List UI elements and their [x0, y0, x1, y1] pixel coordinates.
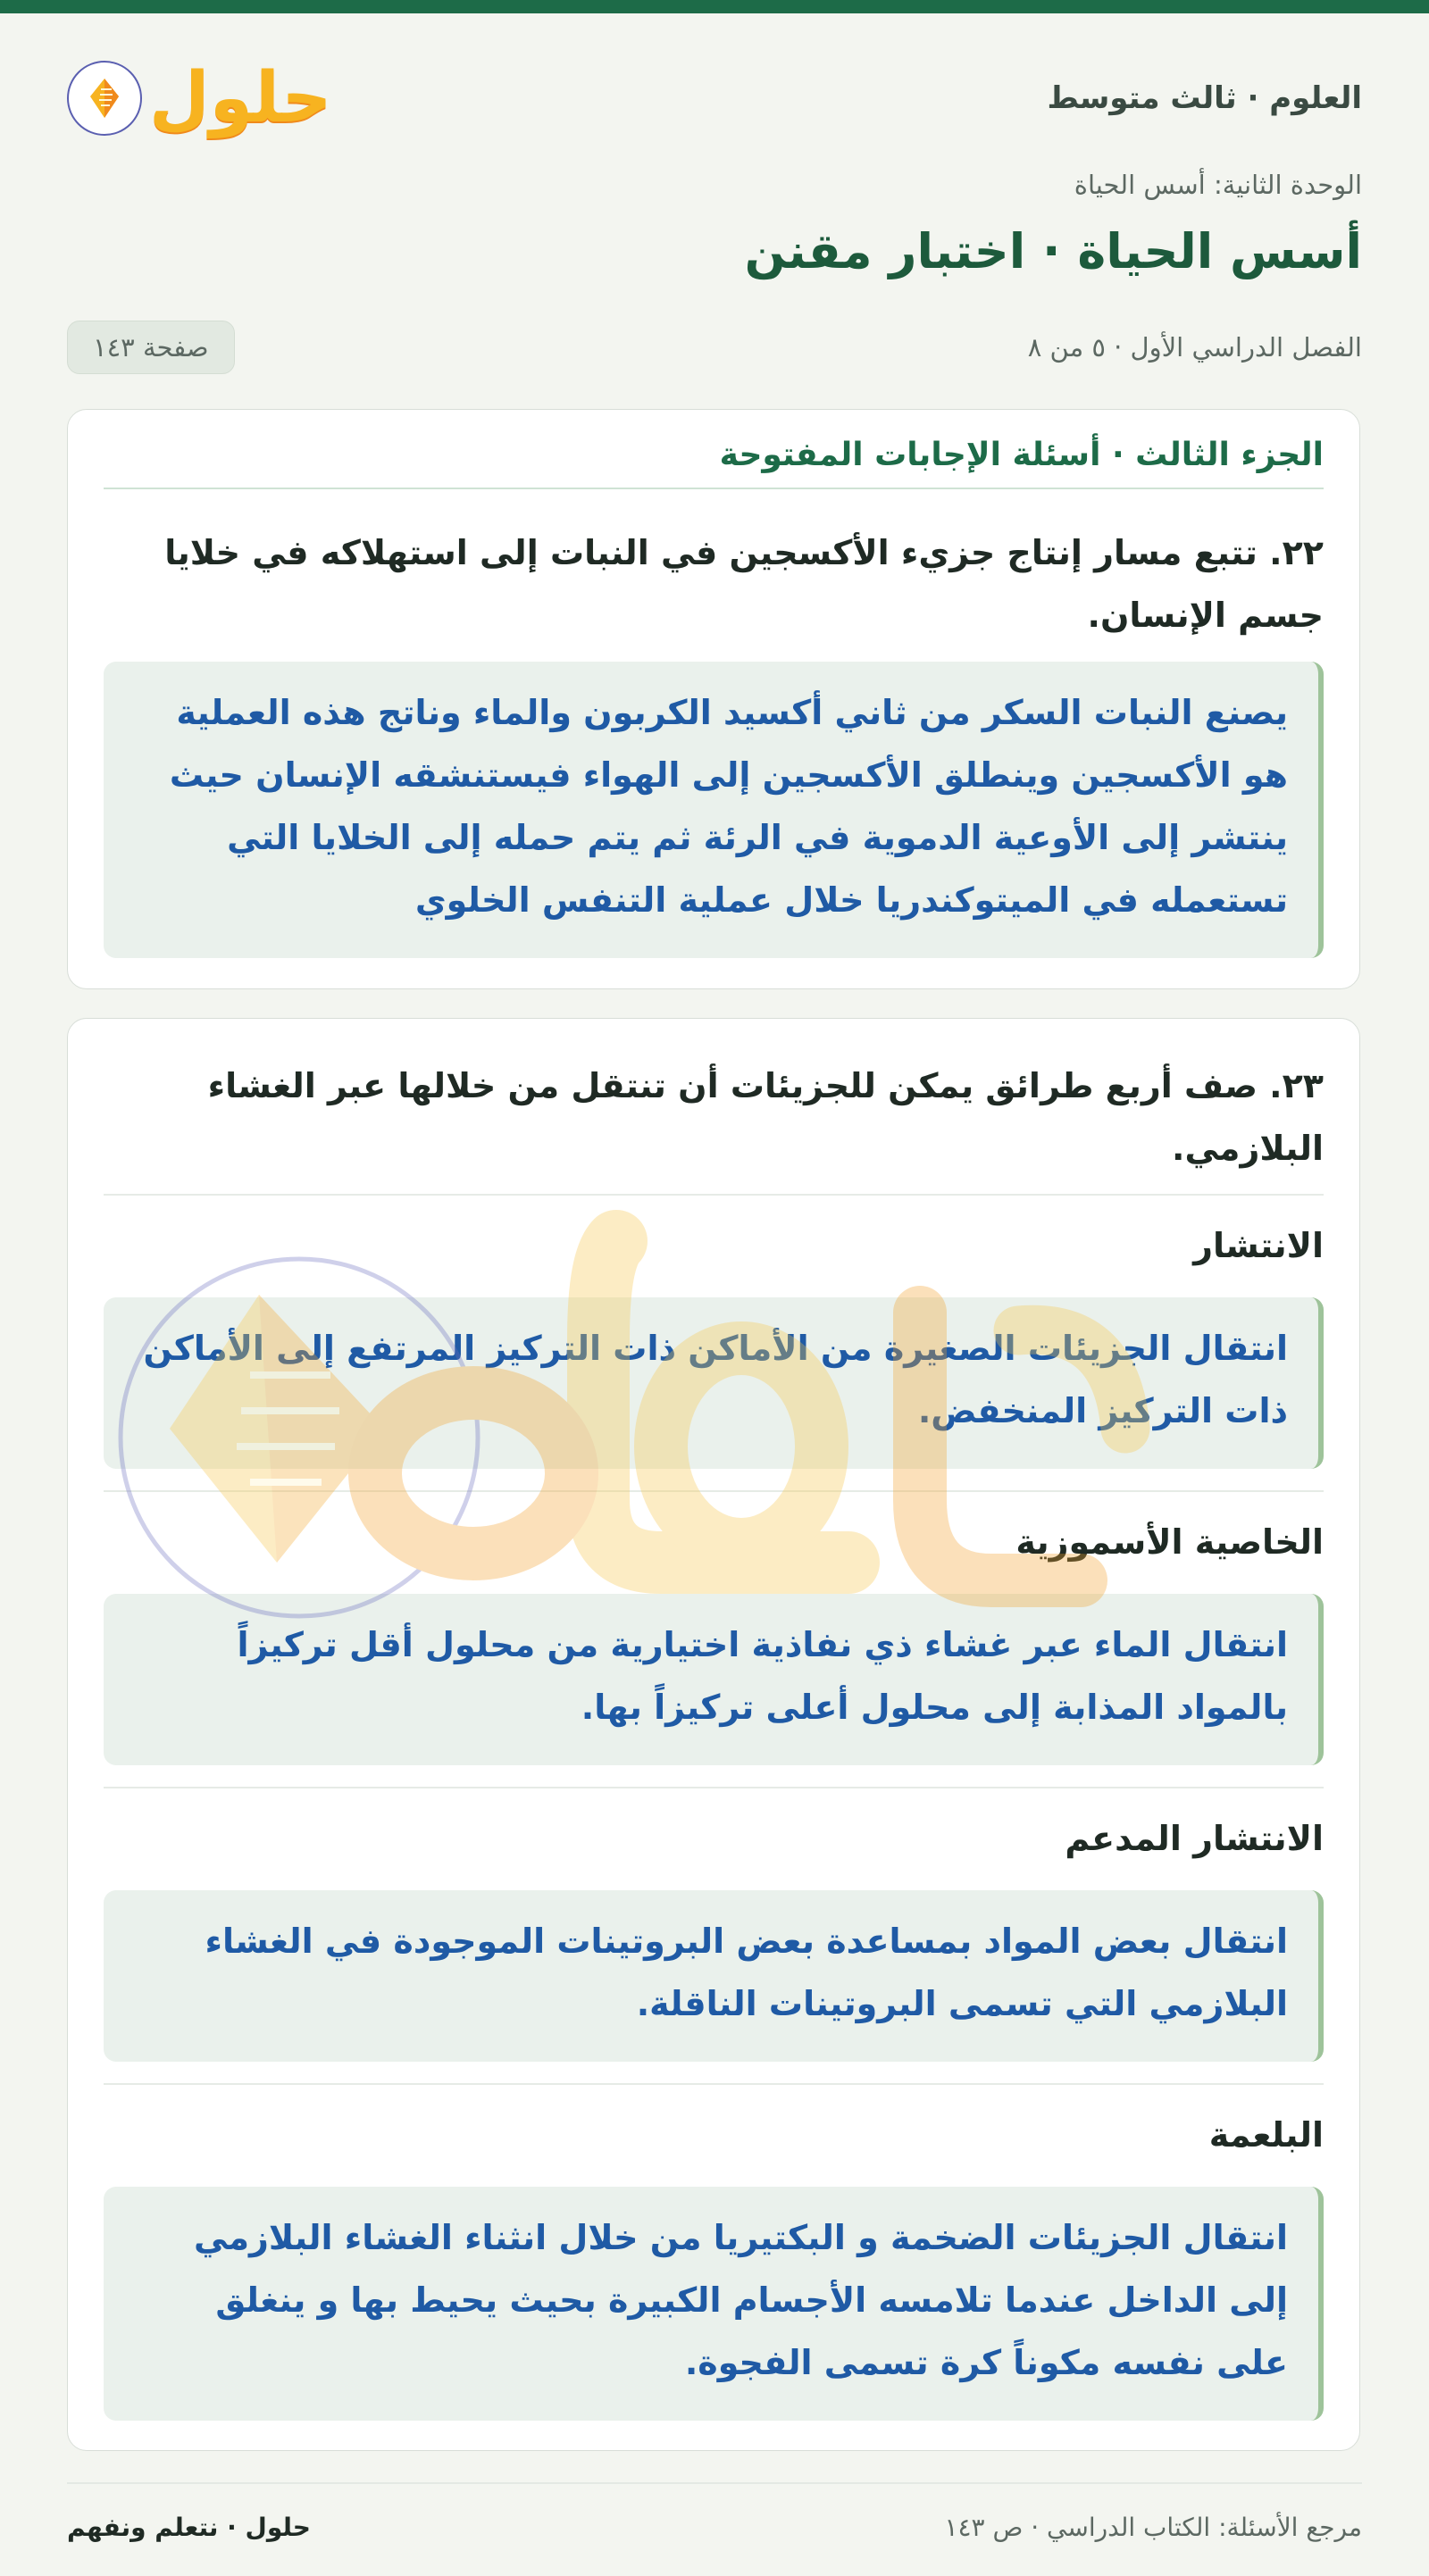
site-logo[interactable] [67, 58, 332, 138]
term-phagocytosis: البلعمة [1208, 2115, 1324, 2155]
footer-brand[interactable]: حلول · نتعلم ونفهم [67, 2512, 311, 2542]
term-osmosis: الخاصية الأسموزية [1015, 1522, 1324, 1562]
term-diffusion: الانتشار [1193, 1226, 1324, 1265]
footer-reference: مرجع الأسئلة: الكتاب الدراسي · ص ١٤٣ [944, 2512, 1362, 2542]
page-footer [67, 2505, 1362, 2549]
page-badge: صفحة ١٤٣ [67, 321, 235, 374]
definition-osmosis: انتقال الماء عبر غشاء ذي نفاذية اختيارية من محلول أقل تركيزاً بالمواد المذابة إلى محلول أعلى تركيزاً بها. [104, 1594, 1324, 1765]
term-facilitated-diffusion: الانتشار المدعم [1065, 1819, 1324, 1858]
meta-row [67, 317, 1362, 378]
top-accent-bar [0, 0, 1429, 13]
answer-22: يصنع النبات السكر من ثاني أكسيد الكربون والماء وناتج هذه العملية هو الأكسجين وينطلق الأكسجين إلى الهواء فيستنشقه الإنسان حيث ينتشر إلى الأوعية الدموية في الرئة ثم يتم حمله إلى الخلايا التي تستعمله في الميتوكندريا خلال عملية التنفس الخلوي [104, 662, 1324, 958]
divider [104, 1490, 1324, 1492]
logo-wordmark: حلول [149, 58, 332, 138]
membrane-transport-card [67, 1018, 1360, 2451]
definition-diffusion: انتقال الجزيئات الصغيرة من الأماكن ذات التركيز المرتفع إلى الأماكن ذات التركيز المنخفض. [104, 1297, 1324, 1469]
page-header [67, 45, 1362, 152]
question-22: ٢٢. تتبع مسار إنتاج جزيء الأكسجين في النبات إلى استهلاكه في خلايا جسم الإنسان. [164, 533, 1324, 635]
footer-divider [67, 2482, 1362, 2484]
unit-label: الوحدة الثانية: أسس الحياة [1074, 170, 1362, 200]
section-heading: الجزء الثالث · أسئلة الإجابات المفتوحة [104, 437, 1324, 489]
definition-facilitated-diffusion: انتقال بعض المواد بمساعدة بعض البروتينات الموجودة في الغشاء البلازمي التي تسمى البروتينات الناقلة. [104, 1890, 1324, 2062]
page-title: أسس الحياة · اختبار مقنن [744, 223, 1362, 279]
divider [104, 1787, 1324, 1788]
divider [104, 1194, 1324, 1196]
definition-phagocytosis: انتقال الجزيئات الضخمة و البكتيريا من خلال انثناء الغشاء البلازمي إلى الداخل عندما تلامسه الأجسام الكبيرة بحيث يحيط بها و ينغلق على نفسه مكوناً كرة تسمى الفجوة. [104, 2187, 1324, 2421]
course-title: العلوم · ثالث متوسط [1047, 80, 1362, 116]
book-icon [67, 61, 142, 136]
question-23: ٢٣. صف أربع طرائق يمكن للجزيئات أن تنتقل من خلالها عبر الغشاء البلازمي. [207, 1066, 1324, 1168]
divider [104, 2083, 1324, 2085]
open-response-card [67, 409, 1360, 989]
term-info: الفصل الدراسي الأول · ٥ من ٨ [1027, 332, 1362, 363]
